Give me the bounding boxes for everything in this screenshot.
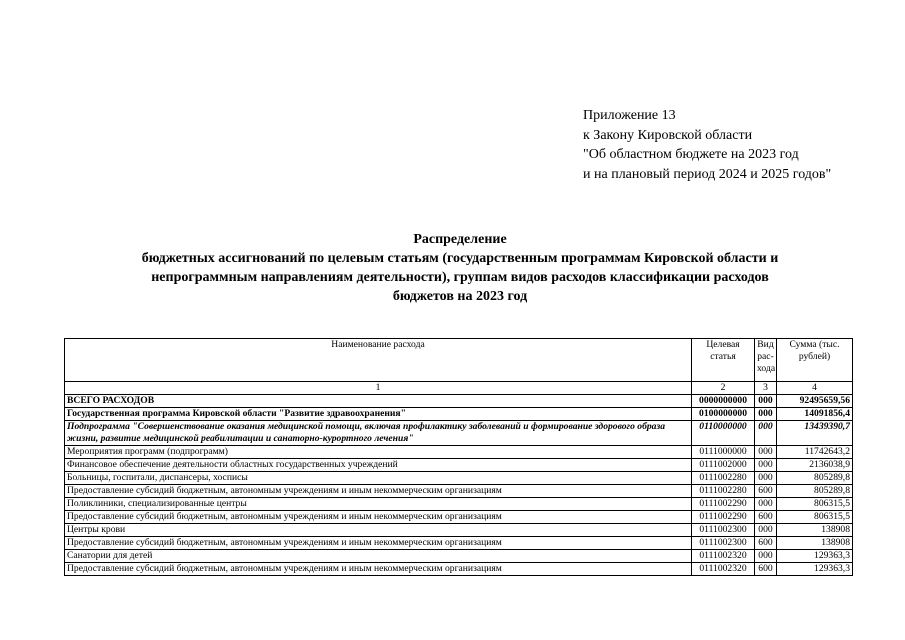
row-code: 0100000000	[692, 408, 755, 421]
row-code: 0111002290	[692, 498, 755, 511]
header-vid: Вид рас-хода	[755, 339, 777, 382]
row-name: Подпрограмма "Совершенствование оказания медицинской помощи, включая профилактику заболеваний и формирование здорового образа жизни, развитие медицинской реабилитации и санаторно-курортного лечения"	[65, 421, 692, 446]
row-name: Предоставление субсидий бюджетным, автономным учреждениям и иным некоммерческим организациям	[65, 511, 692, 524]
row-code: 0000000000	[692, 395, 755, 408]
row-sum: 805289,8	[777, 485, 853, 498]
header-sum: Сумма (тыс. рублей)	[777, 339, 853, 382]
table-header-row	[65, 339, 853, 382]
row-sum: 138908	[777, 524, 853, 537]
row-vid: 000	[755, 459, 777, 472]
row-vid: 600	[755, 563, 777, 576]
table-row	[65, 395, 853, 408]
row-code: 0111002320	[692, 550, 755, 563]
row-name: Предоставление субсидий бюджетным, автономным учреждениям и иным некоммерческим организациям	[65, 537, 692, 550]
table-row	[65, 498, 853, 511]
row-vid: 600	[755, 511, 777, 524]
title-line-1: Распределение	[413, 232, 507, 247]
row-vid: 600	[755, 485, 777, 498]
row-sum: 14091856,4	[777, 408, 853, 421]
title-line-4: бюджетов на 2023 год	[392, 289, 528, 304]
title-line-3: непрограммным направлениям деятельности), группам видов расходов классификации расходов	[151, 270, 769, 285]
row-code: 0111002300	[692, 524, 755, 537]
row-sum: 138908	[777, 537, 853, 550]
row-code: 0111000000	[692, 446, 755, 459]
column-number-4: 4	[777, 382, 853, 395]
row-code: 0110000000	[692, 421, 755, 446]
title-line-2: бюджетных ассигнований по целевым статьям (государственным программам Кировской области и	[141, 251, 779, 266]
row-name: ВСЕГО РАСХОДОВ	[65, 395, 692, 408]
row-sum: 2136038,9	[777, 459, 853, 472]
row-vid: 000	[755, 421, 777, 446]
row-code: 0111002000	[692, 459, 755, 472]
row-name: Поликлиники, специализированные центры	[65, 498, 692, 511]
table-row	[65, 563, 853, 576]
header-name: Наименование расхода	[65, 339, 692, 382]
row-vid: 000	[755, 472, 777, 485]
table-row	[65, 472, 853, 485]
table-row	[65, 459, 853, 472]
row-name: Предоставление субсидий бюджетным, автономным учреждениям и иным некоммерческим организациям	[65, 563, 692, 576]
appendix-line-3: "Об областном бюджете на 2023 год	[583, 147, 799, 162]
row-sum: 806315,5	[777, 511, 853, 524]
table-row	[65, 524, 853, 537]
table-row	[65, 485, 853, 498]
row-name: Предоставление субсидий бюджетным, автономным учреждениям и иным некоммерческим организациям	[65, 485, 692, 498]
column-number-3: 3	[755, 382, 777, 395]
table-row	[65, 511, 853, 524]
row-sum: 92495659,56	[777, 395, 853, 408]
row-vid: 600	[755, 537, 777, 550]
column-number-1: 1	[65, 382, 692, 395]
header-code: Целевая статья	[692, 339, 755, 382]
row-vid: 000	[755, 408, 777, 421]
row-sum: 806315,5	[777, 498, 853, 511]
table-row	[65, 537, 853, 550]
row-code: 0111002290	[692, 511, 755, 524]
row-code: 0111002280	[692, 472, 755, 485]
table-row	[65, 446, 853, 459]
row-name: Центры крови	[65, 524, 692, 537]
row-vid: 000	[755, 524, 777, 537]
row-vid: 000	[755, 446, 777, 459]
row-name: Санатории для детей	[65, 550, 692, 563]
row-name: Государственная программа Кировской области "Развитие здравоохранения"	[65, 408, 692, 421]
appendix-header	[583, 106, 831, 184]
row-name: Финансовое обеспечение деятельности областных государственных учреждений	[65, 459, 692, 472]
row-code: 0111002300	[692, 537, 755, 550]
column-number-2: 2	[692, 382, 755, 395]
row-sum: 129363,3	[777, 563, 853, 576]
row-sum: 129363,3	[777, 550, 853, 563]
row-vid: 000	[755, 498, 777, 511]
row-sum: 805289,8	[777, 472, 853, 485]
row-sum: 13439390,7	[777, 421, 853, 446]
appendix-line-1: Приложение 13	[583, 108, 676, 123]
table-row	[65, 421, 853, 446]
row-name: Мероприятия программ (подпрограмм)	[65, 446, 692, 459]
row-vid: 000	[755, 395, 777, 408]
budget-table	[64, 338, 853, 576]
row-vid: 000	[755, 550, 777, 563]
row-name: Больницы, госпитали, диспансеры, хосписы	[65, 472, 692, 485]
row-sum: 11742643,2	[777, 446, 853, 459]
appendix-line-4: и на плановый период 2024 и 2025 годов"	[583, 166, 832, 182]
row-code: 0111002280	[692, 485, 755, 498]
row-code: 0111002320	[692, 563, 755, 576]
appendix-line-2: к Закону Кировской области	[583, 127, 753, 143]
document-title	[60, 230, 860, 306]
table-row	[65, 550, 853, 563]
table-row	[65, 408, 853, 421]
column-number-row	[65, 382, 853, 395]
